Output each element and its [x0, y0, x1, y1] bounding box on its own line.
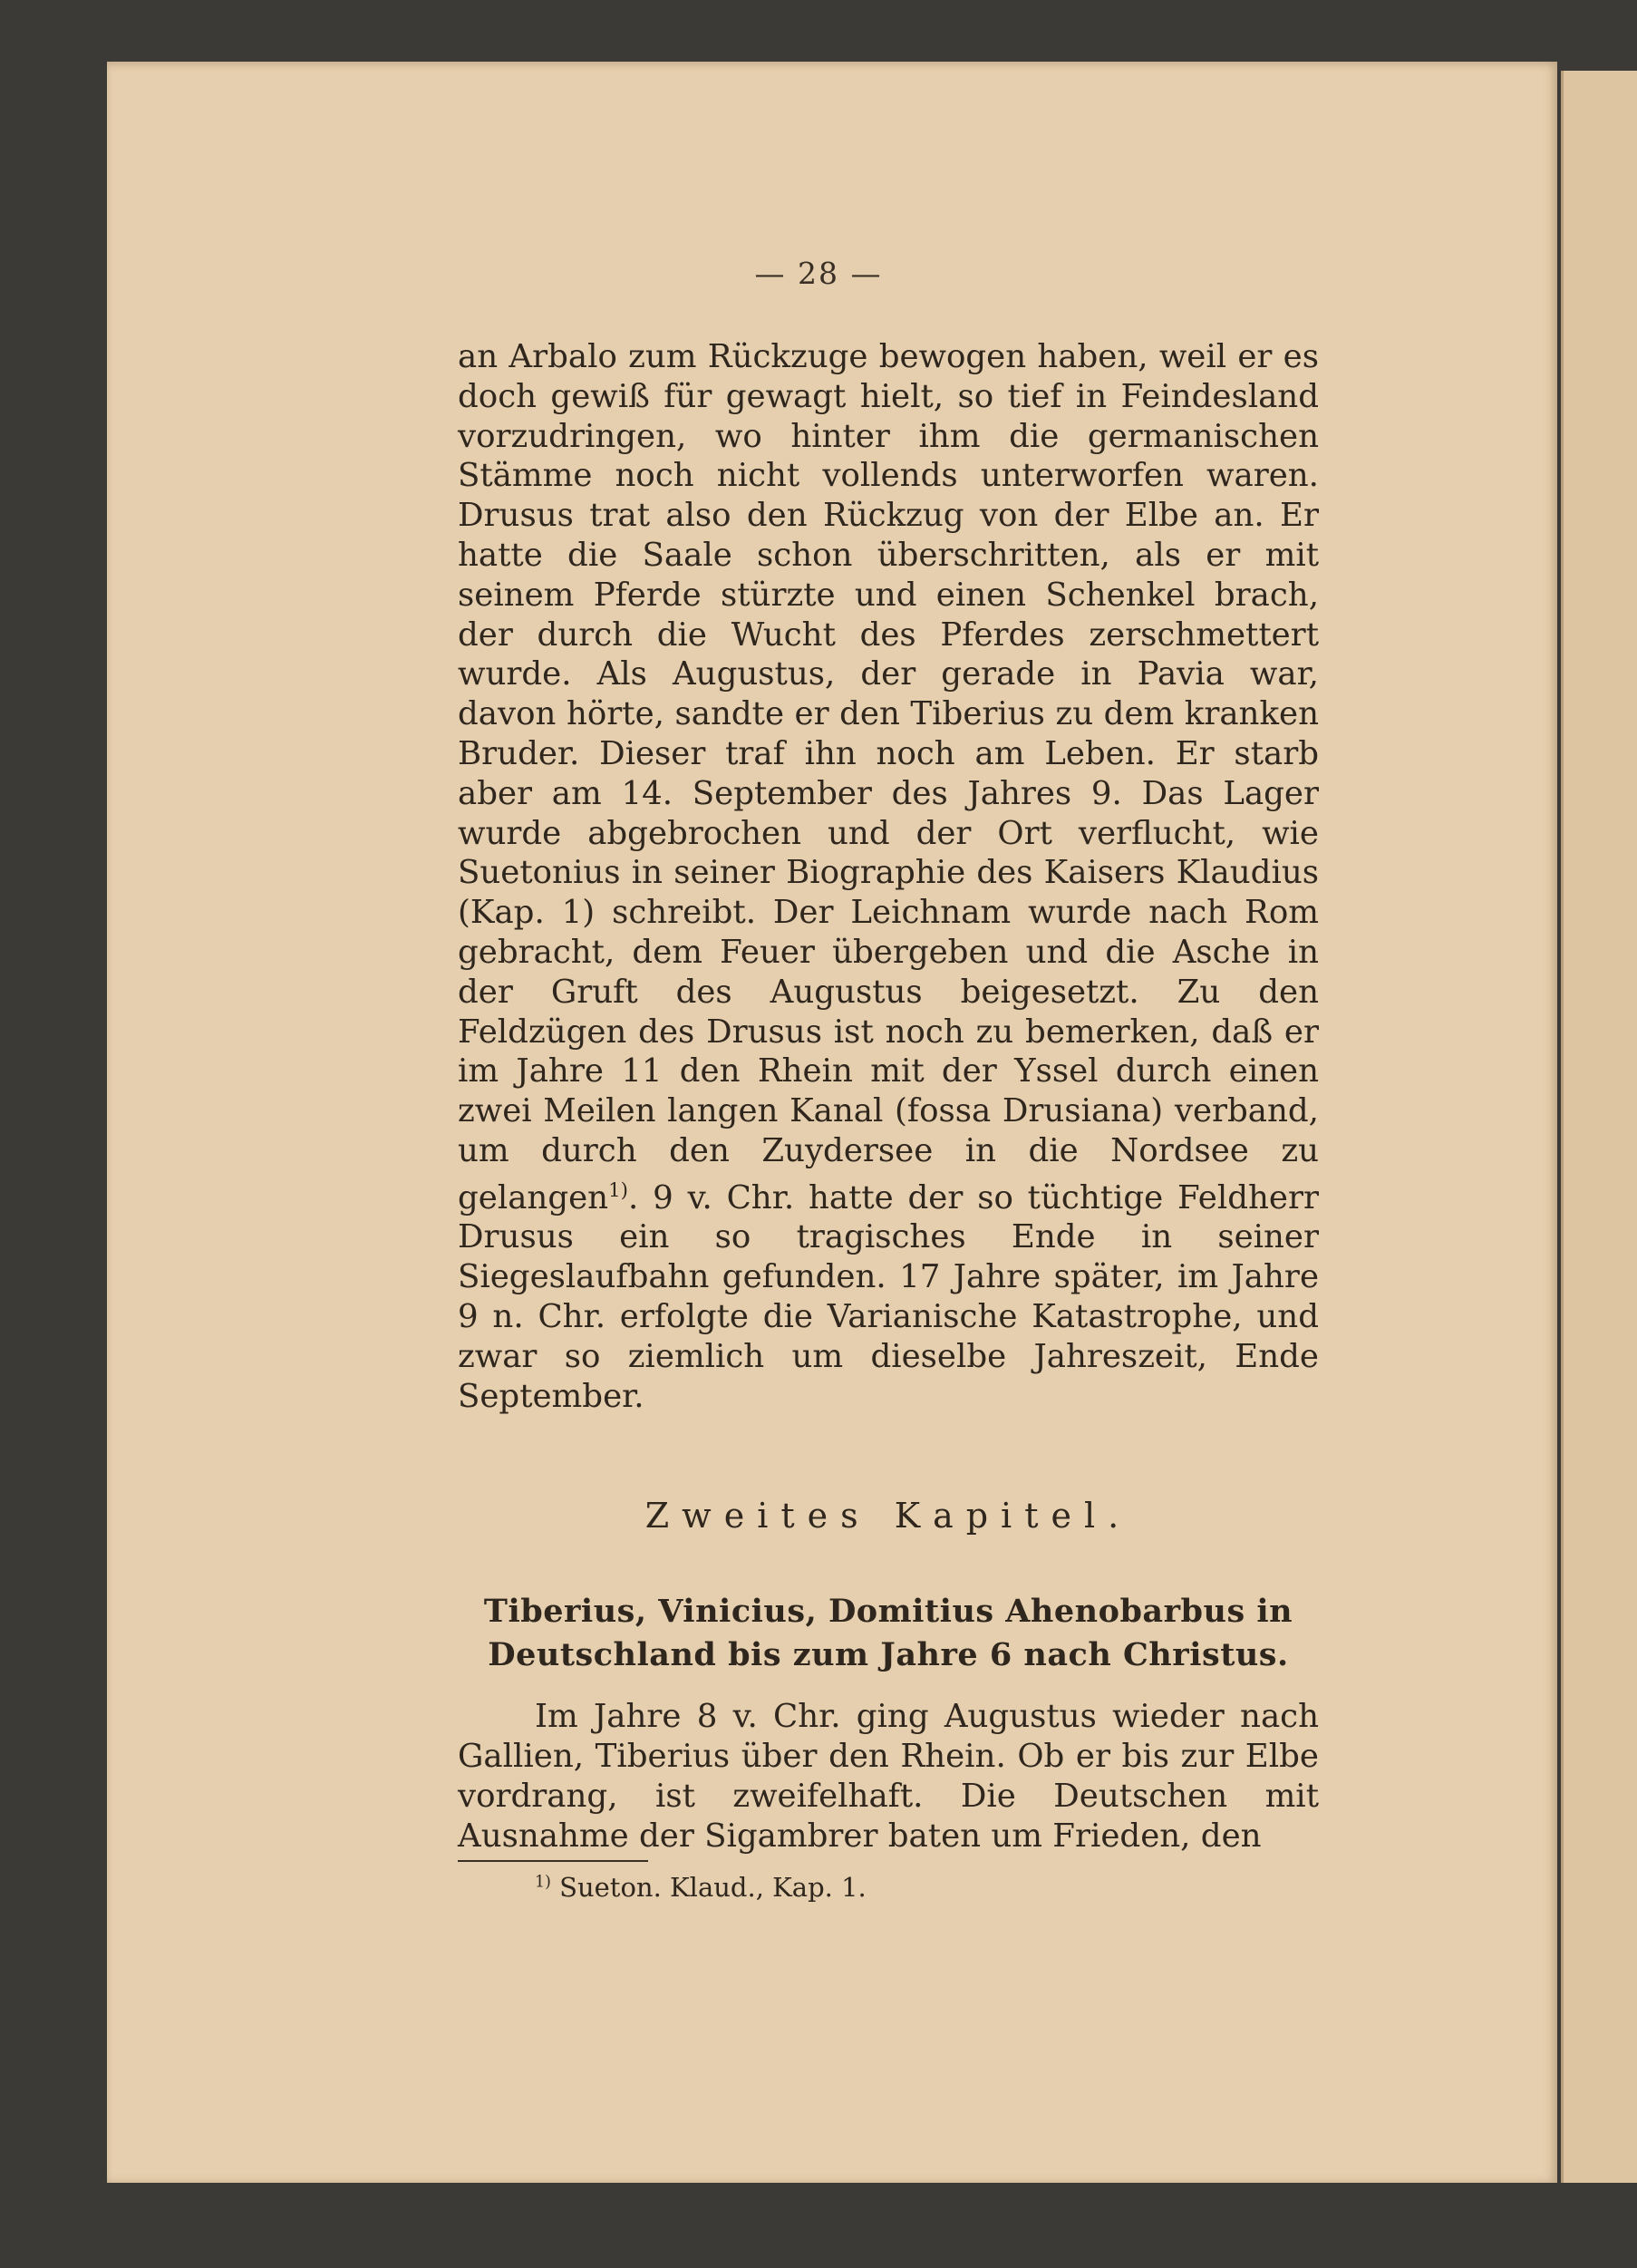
footnote — [535, 1872, 867, 1903]
chapter-heading: Zweites Kapitel. — [644, 1496, 1132, 1536]
paragraph-1 — [458, 337, 1319, 1416]
text-block — [458, 337, 1319, 1856]
paragraph-2: Im Jahre 8 v. Chr. ging Augustus wieder nach Gallien, Tiberius über den Rhein. Ob er bis zur Elbe vordrang, ist zweifelhaft. Die Deutschen mit Ausnahme der Sigambrer baten um Frieden, den — [458, 1698, 1319, 1856]
paragraph-1-tail: . 9 v. Chr. hatte der so tüchtige Feldherr Drusus ein so tragisches Ende in seiner Siegeslaufbahn gefunden. 17 Jahre später, im Jahre 9 n. Chr. erfolgte die Varianische Katastrophe, und zwar so ziemlich um dieselbe Jahreszeit, Ende September. — [458, 1178, 1319, 1415]
footnote-marker: 1) — [535, 1873, 551, 1892]
footnote-divider — [458, 1860, 648, 1862]
page-number: — 28 — — [754, 256, 883, 291]
facing-page-edge — [1561, 71, 1637, 2183]
footnote-reference: 1) — [608, 1178, 628, 1202]
paragraph-1-text: an Arbalo zum Rückzuge bewogen haben, weil er es doch gewiß für gewagt hielt, so tief in Feindesland vorzudringen, wo hinter ihm die germanischen Stämme noch nicht vollends unterworfen waren. Drusus trat also den Rückzug von der Elbe an. Er hatte die Saale schon überschritten, als er mit seinem Pferde stürzte und einen Schenkel brach, der durch die Wucht des Pferdes zerschmettert wurde. Als Augustus, der gerade in Pavia war, davon hörte, sandte er den Tiberius zu dem kranken Bruder. Dieser traf ihn noch am Leben. Er starb aber am 14. September des Jahres 9. Das Lager wurde abgebrochen und der Ort verflucht, wie Suetonius in seiner Biographie des Kaisers Klaudius (Kap. 1) schreibt. Der Leichnam wurde nach Rom gebracht, dem Feuer übergeben und die Asche in der Gruft des Augustus beigesetzt. Zu den Feldzügen des Drusus ist noch zu bemerken, daß er im Jahre 11 den Rhein mit der Yssel durch einen zwei Meilen langen Kanal (fossa Drusiana) verband, um durch den Zuydersee in die Nordsee zu gelangen — [458, 338, 1319, 1216]
footnote-text: Sueton. Klaud., Kap. 1. — [559, 1872, 867, 1903]
chapter-title: Tiberius, Vinicius, Domitius Ahenobarbus in Deutschland bis zum Jahre 6 nach Christus. — [483, 1593, 1293, 1674]
